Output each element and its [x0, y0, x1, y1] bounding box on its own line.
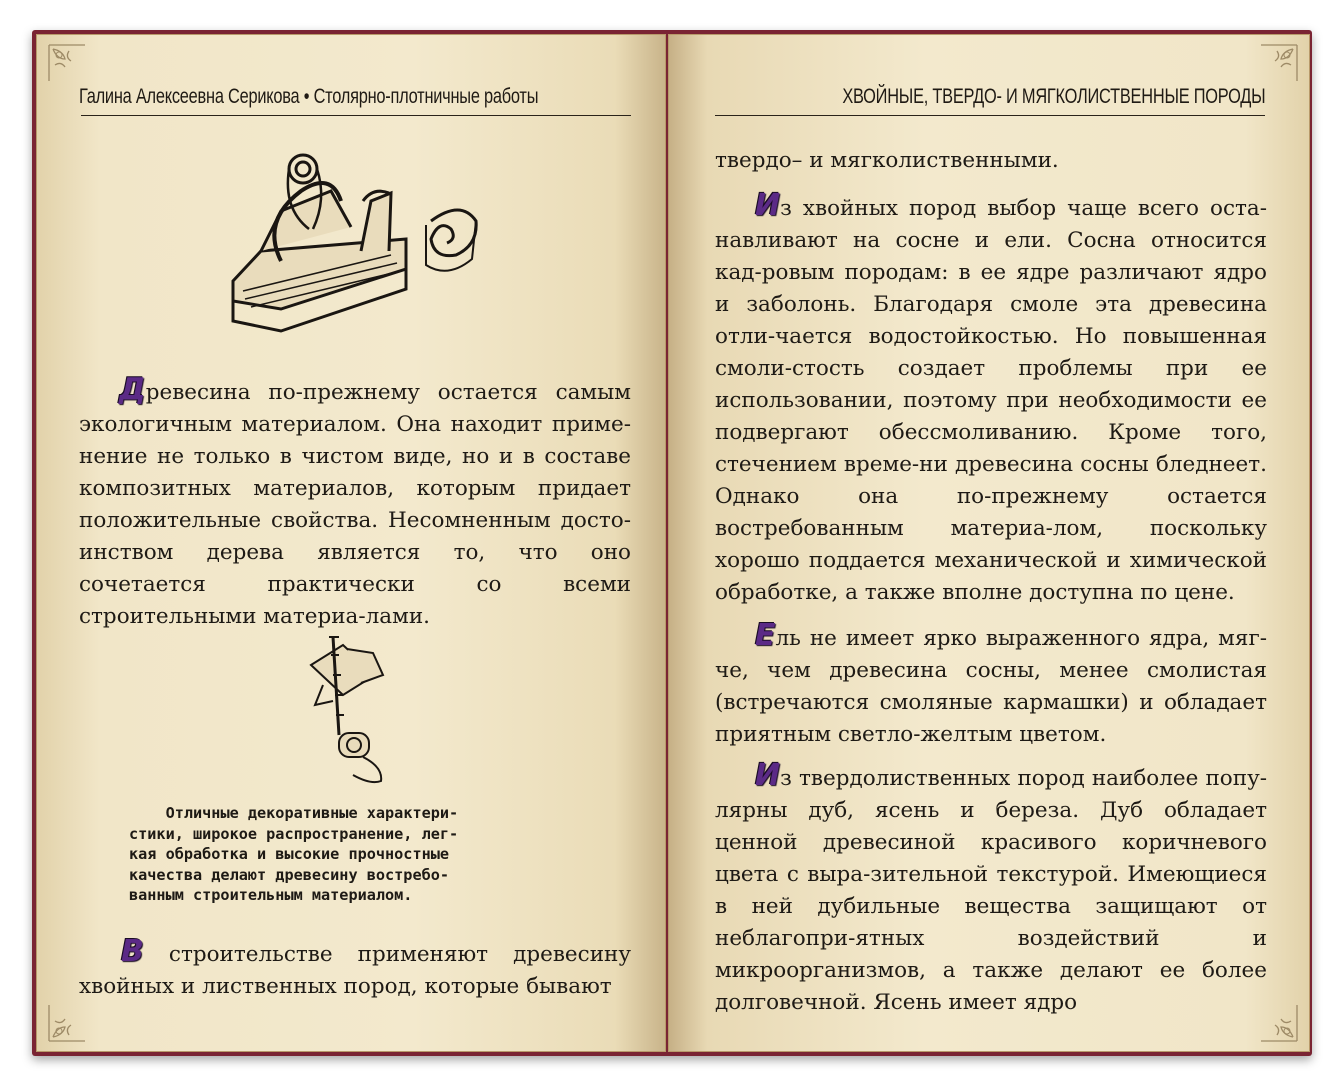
paragraph: Из хвойных пород выбор чаще всего оста-навливают на сосне и ели. Сосна относится кад-ровым породам: в ее ядре различают ядро и заболонь. Благодаря смоле эта древесина отли-чается водостойкостью. Но повышенная смоли-стость создает проблемы при ее использовании, поэтому при необходимости ее подвергают обессмоливанию. Кроме того, стечением време-ни древесина сосны бледнеет. Однако она по-прежнему остается востребованным материа-лом, поскольку хорошо поддается механической и химической обработке, а также вполне доступна по цене.	[715, 188, 1267, 605]
drop-cap: В	[121, 934, 144, 969]
drop-cap: И	[755, 758, 781, 793]
wood-plane-icon	[221, 151, 481, 335]
left-page	[36, 34, 666, 1052]
drop-cap: Д	[119, 372, 146, 407]
right-page	[668, 34, 1310, 1052]
header-rule	[715, 115, 1265, 116]
paragraph: Ель не имеет ярко выраженного ядра, мяг-че, чем древесина сосны, менее смолистая (встречаются смоляные кармашки) и обладает приятным светло-желтым цветом.	[715, 618, 1267, 747]
paragraph: В строительстве применяют древесину хвойных и лиственных пород, которые бывают	[79, 934, 631, 999]
book	[32, 30, 1312, 1056]
paragraph: твердо– и мягколиственными.	[715, 148, 1059, 173]
measuring-tools-icon	[303, 635, 403, 785]
running-header: ХВОЙНЫЕ, ТВЕРДО- И МЯГКОЛИСТВЕННЫЕ ПОРОДЫ	[841, 85, 1265, 108]
paragraph: Из твердолиственных пород наиболее попу-лярны дуб, ясень и береза. Дуб обладает ценной древесиной красивого коричневого цвета с выра-зительной текстурой. Имеющиеся в ней дубильные вещества защищают от неблагопри-ятных воздействий и микроорганизмов, а также делают ее более долговечной. Ясень имеет ядро	[715, 758, 1267, 1015]
ornament-corner-icon	[45, 41, 91, 87]
header-rule	[81, 115, 631, 116]
drop-cap: И	[755, 188, 781, 223]
running-header: Галина Алексеевна Серикова • Столярно-плотничные работы	[79, 85, 539, 108]
ornament-corner-icon	[45, 999, 91, 1045]
paragraph: Древесина по-прежнему остается самым экологичным материалом. Она находит приме-нение не только в чистом виде, но и в составе композитных материалов, которым придает положительные свойства. Несомненным досто-инством дерева является то, что оно сочетается практически со всеми строительными материа-лами.	[79, 372, 631, 629]
callout-note: Отличные декоративные характери- стики, широкое распространение, лег- кая обработка и высокие прочностные качества делают древесину востребо- ванным строительным материалом.	[129, 804, 459, 904]
ornament-corner-icon	[1255, 41, 1301, 87]
drop-cap: Е	[755, 618, 776, 653]
